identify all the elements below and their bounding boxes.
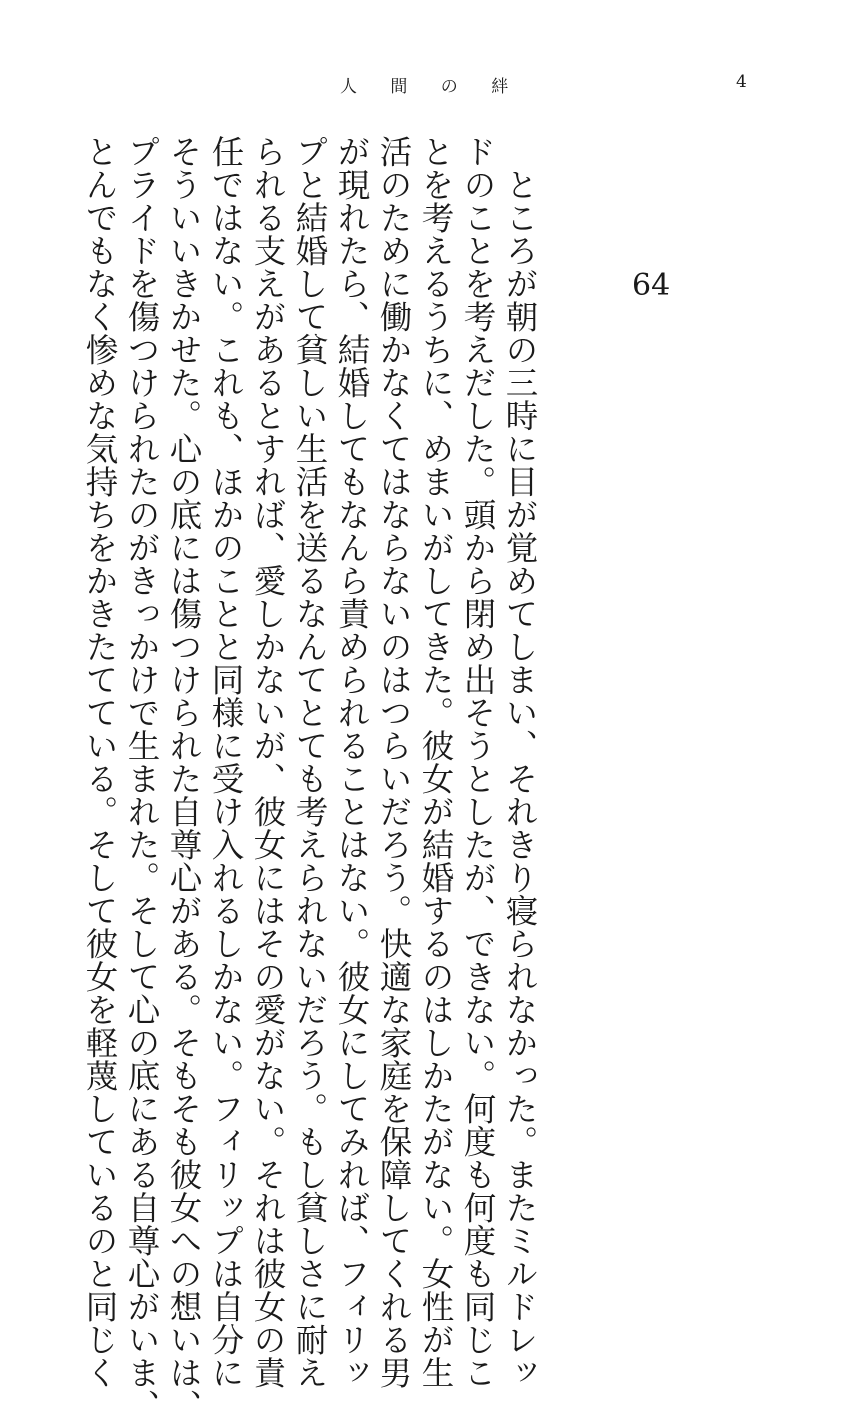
page-number: 4 xyxy=(736,72,747,92)
chapter-number: 64 xyxy=(632,268,671,303)
text-column: 活のために働かなくてはならないのはつらいだろう。快適な家庭を保障してくれる男 xyxy=(375,135,413,1389)
running-head: 人 間 の 絆 xyxy=(340,77,523,97)
text-column: ドのことを考えだした。頭から閉め出そうとしたが、できない。何度も何度も同じこ xyxy=(459,135,497,1389)
text-column: ところが朝の三時に目が覚めてしまい、それきり寝られなかった。またミルドレッ xyxy=(501,168,539,1389)
text-column: プライドを傷つけられたのがきっかけで生まれた。そして心の底にある自尊心がいま、 xyxy=(123,135,161,1422)
text-column: そういいきかせた。心の底には傷つけられた自尊心がある。そもそも彼女への想いは、 xyxy=(165,135,203,1422)
text-column: が現れたら、結婚してもなんら責められることはない。彼女にしてみれば、フィリッ xyxy=(333,135,371,1389)
text-column: とんでもなく惨めな気持ちをかきたてている。そして彼女を軽蔑しているのと同じく xyxy=(81,135,119,1389)
body-text xyxy=(81,135,539,1422)
text-column: られる支えがあるとすれば、愛しかないが、彼女にはその愛がない。それは彼女の責 xyxy=(249,135,287,1389)
text-column: プと結婚して貧しい生活を送るなんてとても考えられないだろう。もし貧しさに耐え xyxy=(291,135,329,1389)
text-column: 任ではない。これも、ほかのことと同様に受け入れるしかない。フィリップは自分に xyxy=(207,135,245,1389)
text-column: とを考えるうちに、めまいがしてきた。彼女が結婚するのはしかたがない。女性が生 xyxy=(417,135,455,1389)
